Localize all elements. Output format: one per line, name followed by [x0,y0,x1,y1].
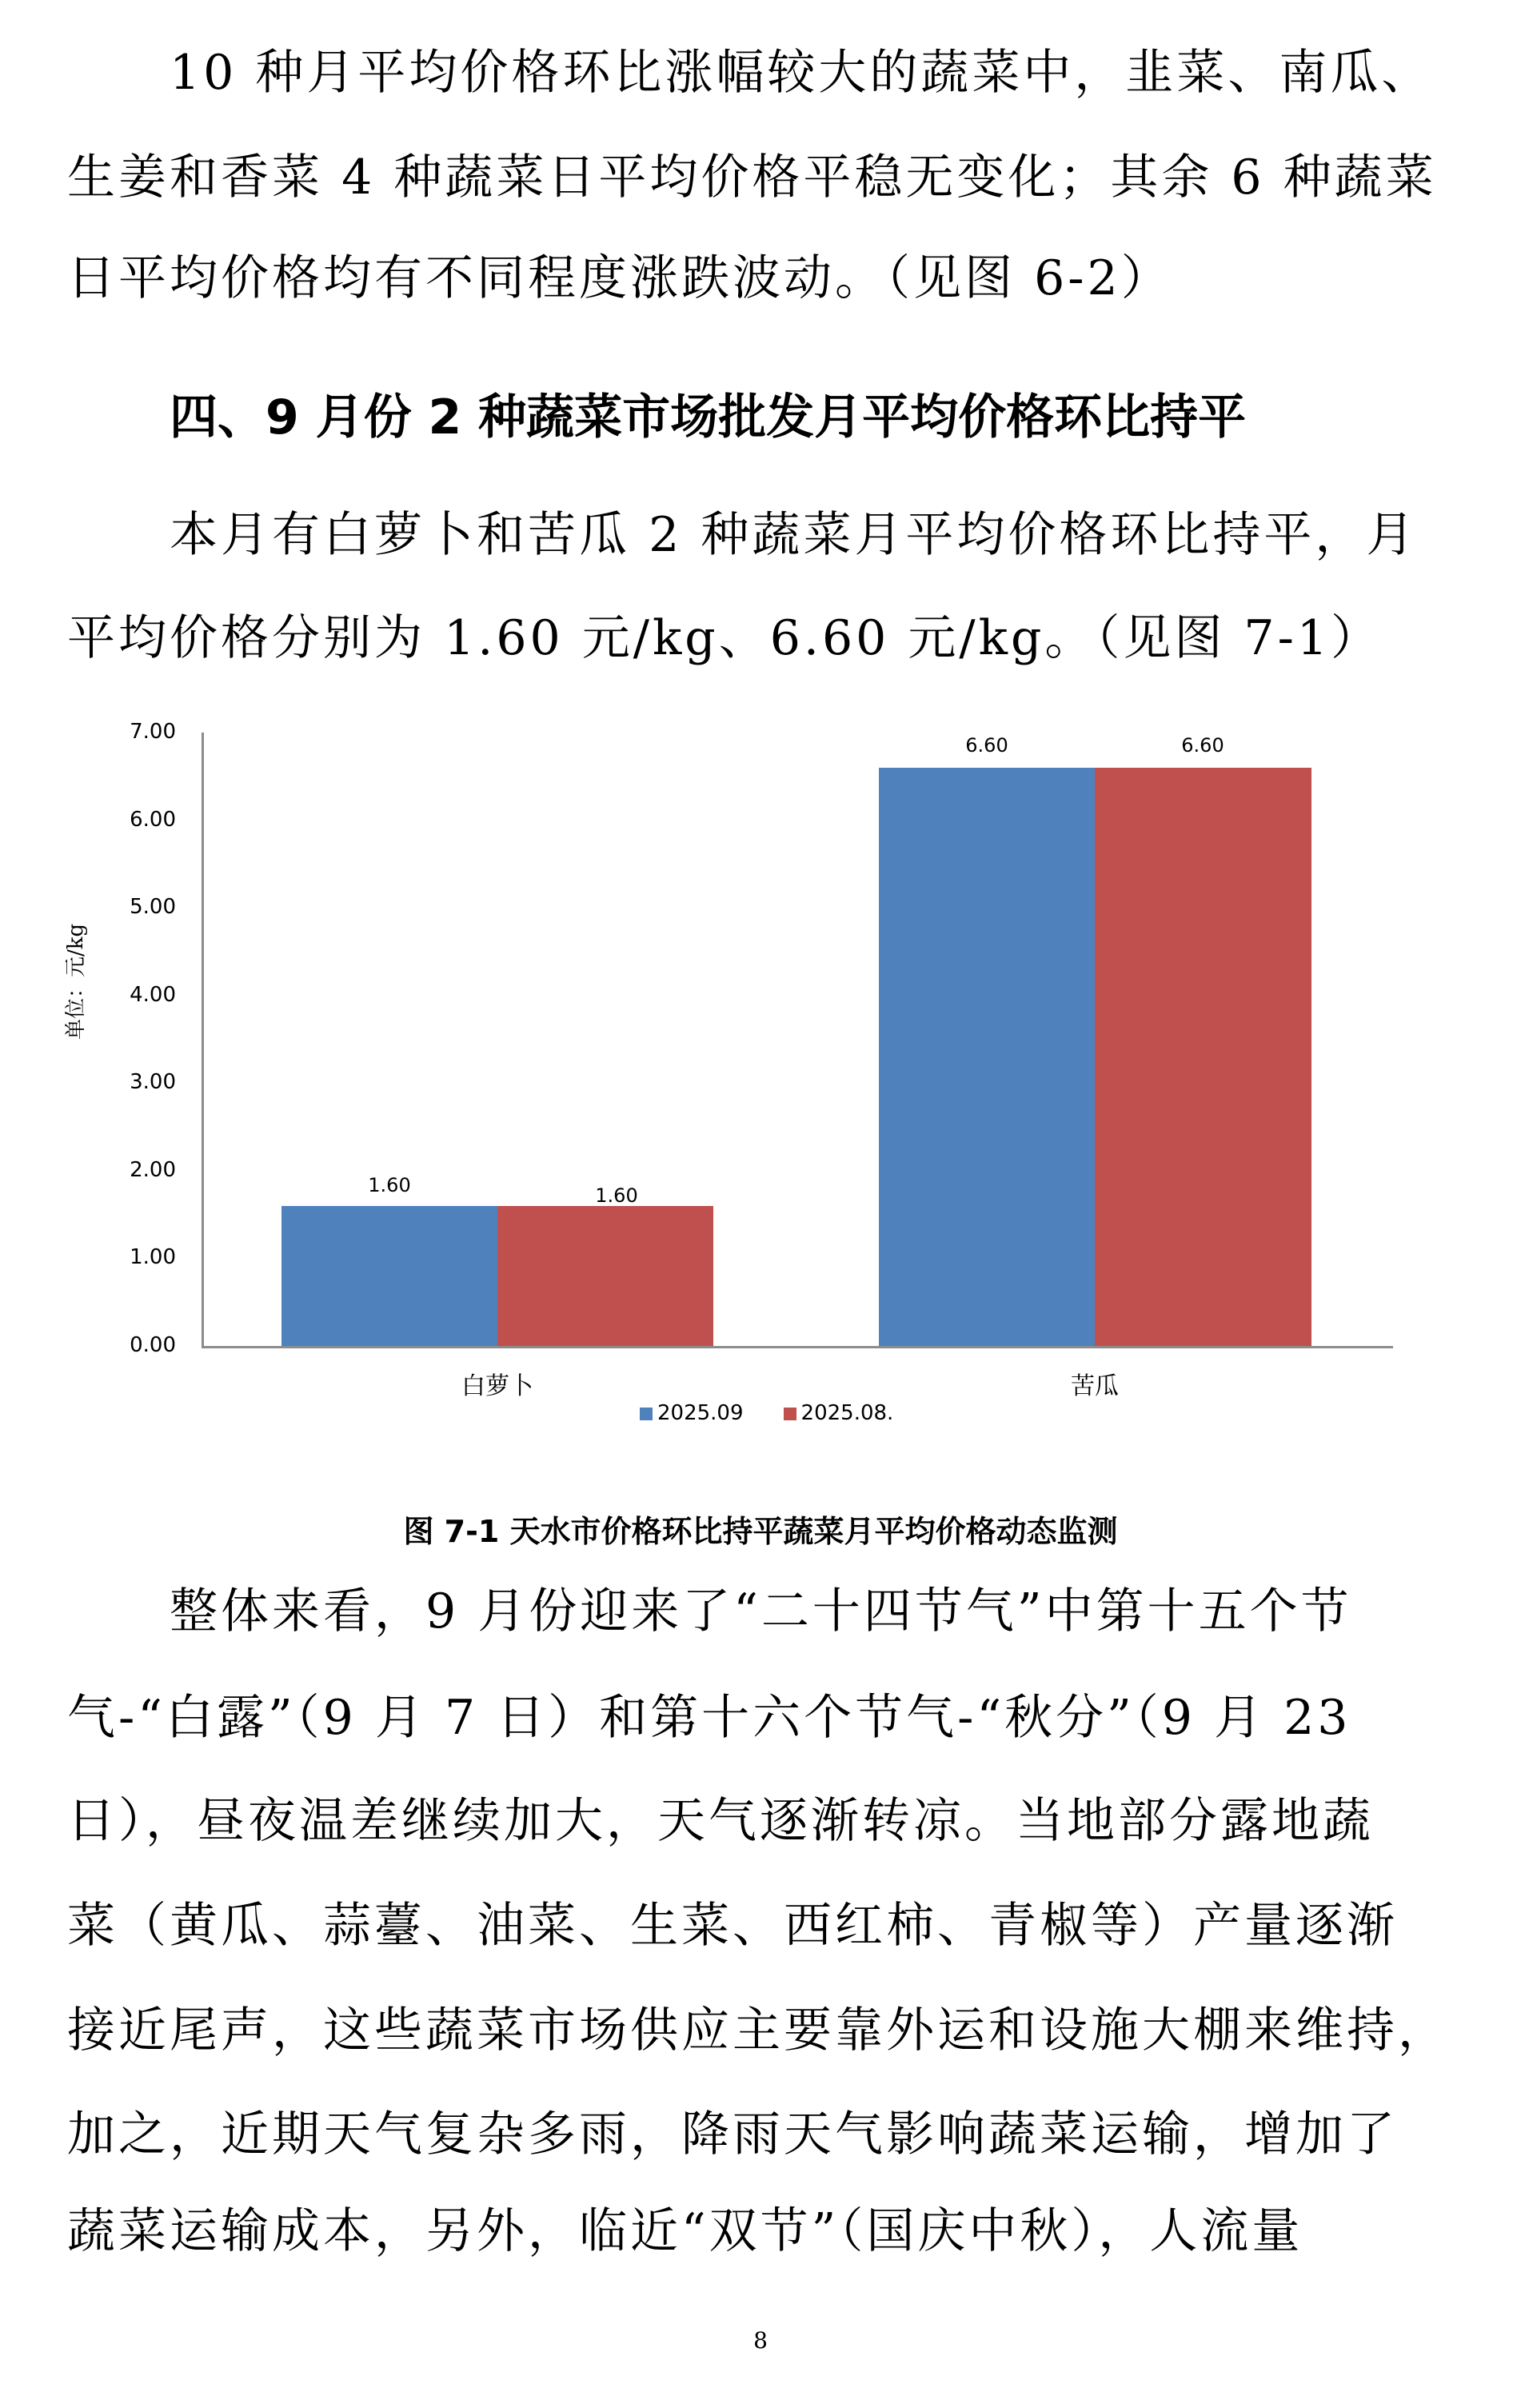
y-tick: 5.00 [130,895,176,919]
category-label: 白萝卜 [461,1372,533,1400]
bar-baluobo-2025-09 [281,1206,497,1346]
y-tick: 4.00 [130,983,176,1007]
data-label: 1.60 [595,1184,638,1207]
section-heading: 四、9 月份 2 种蔬菜市场批发月平均价格环比持平 [170,389,1247,445]
legend-swatch-icon [640,1408,653,1420]
x-axis [202,1346,1393,1348]
bar-baluobo-2025-08 [497,1206,713,1346]
data-label: 6.60 [965,734,1008,757]
text-line: 加之，近期天气复杂多雨，降雨天气影响蔬菜运输，增加了 [67,2107,1398,2162]
y-tick: 7.00 [130,720,176,744]
text-line: 平均价格分别为 1.60 元/kg、6.60 元/kg。（见图 7-1） [67,610,1383,666]
text-line: 整体来看，9 月份迎来了“二十四节气”中第十五个节 [170,1583,1352,1639]
category-label: 苦瓜 [1071,1372,1119,1400]
figure-caption: 图 7-1 天水市价格环比持平蔬菜月平均价格动态监测 [403,1514,1118,1549]
legend-item: 2025.09 [640,1401,744,1425]
bar-kugua-2025-09 [879,768,1095,1346]
text-line: 日平均价格均有不同程度涨跌波动。（见图 6-2） [67,250,1172,306]
legend-swatch-icon [784,1408,796,1420]
bar-kugua-2025-08 [1095,768,1311,1346]
y-axis-label: 单位：元/kg [64,923,88,1040]
y-tick: 1.00 [130,1245,176,1269]
legend-item: 2025.08. [784,1401,894,1425]
text-line: 蔬菜运输成本，另外，临近“双节”（国庆中秋），人流量 [67,2203,1303,2259]
text-line: 生姜和香菜 4 种蔬菜日平均价格平稳无变化；其余 6 种蔬菜 [67,150,1437,206]
text-line: 接近尾声，这些蔬菜市场供应主要靠外运和设施大棚来维持， [67,2003,1449,2059]
y-tick: 3.00 [130,1070,176,1094]
y-axis [202,733,204,1348]
y-tick: 2.00 [130,1158,176,1182]
data-label: 6.60 [1181,734,1224,757]
text-line: 日），昼夜温差继续加大，天气逐渐转凉。当地部分露地蔬 [67,1793,1374,1849]
chart-legend [640,1401,893,1425]
data-label: 1.60 [368,1174,411,1196]
text-line: 气-“白露”（9 月 7 日）和第十六个节气-“秋分”（9 月 23 [67,1690,1351,1746]
text-line: 10 种月平均价格环比涨幅较大的蔬菜中，韭菜、南瓜、 [170,45,1433,101]
y-tick: 6.00 [130,808,176,832]
page-number: 8 [753,2327,768,2354]
y-tick: 0.00 [130,1333,176,1357]
text-line: 菜（黄瓜、蒜薹、油菜、生菜、西红柿、青椒等）产量逐渐 [67,1898,1398,1954]
text-line: 本月有白萝卜和苦瓜 2 种蔬菜月平均价格环比持平，月 [170,507,1418,563]
